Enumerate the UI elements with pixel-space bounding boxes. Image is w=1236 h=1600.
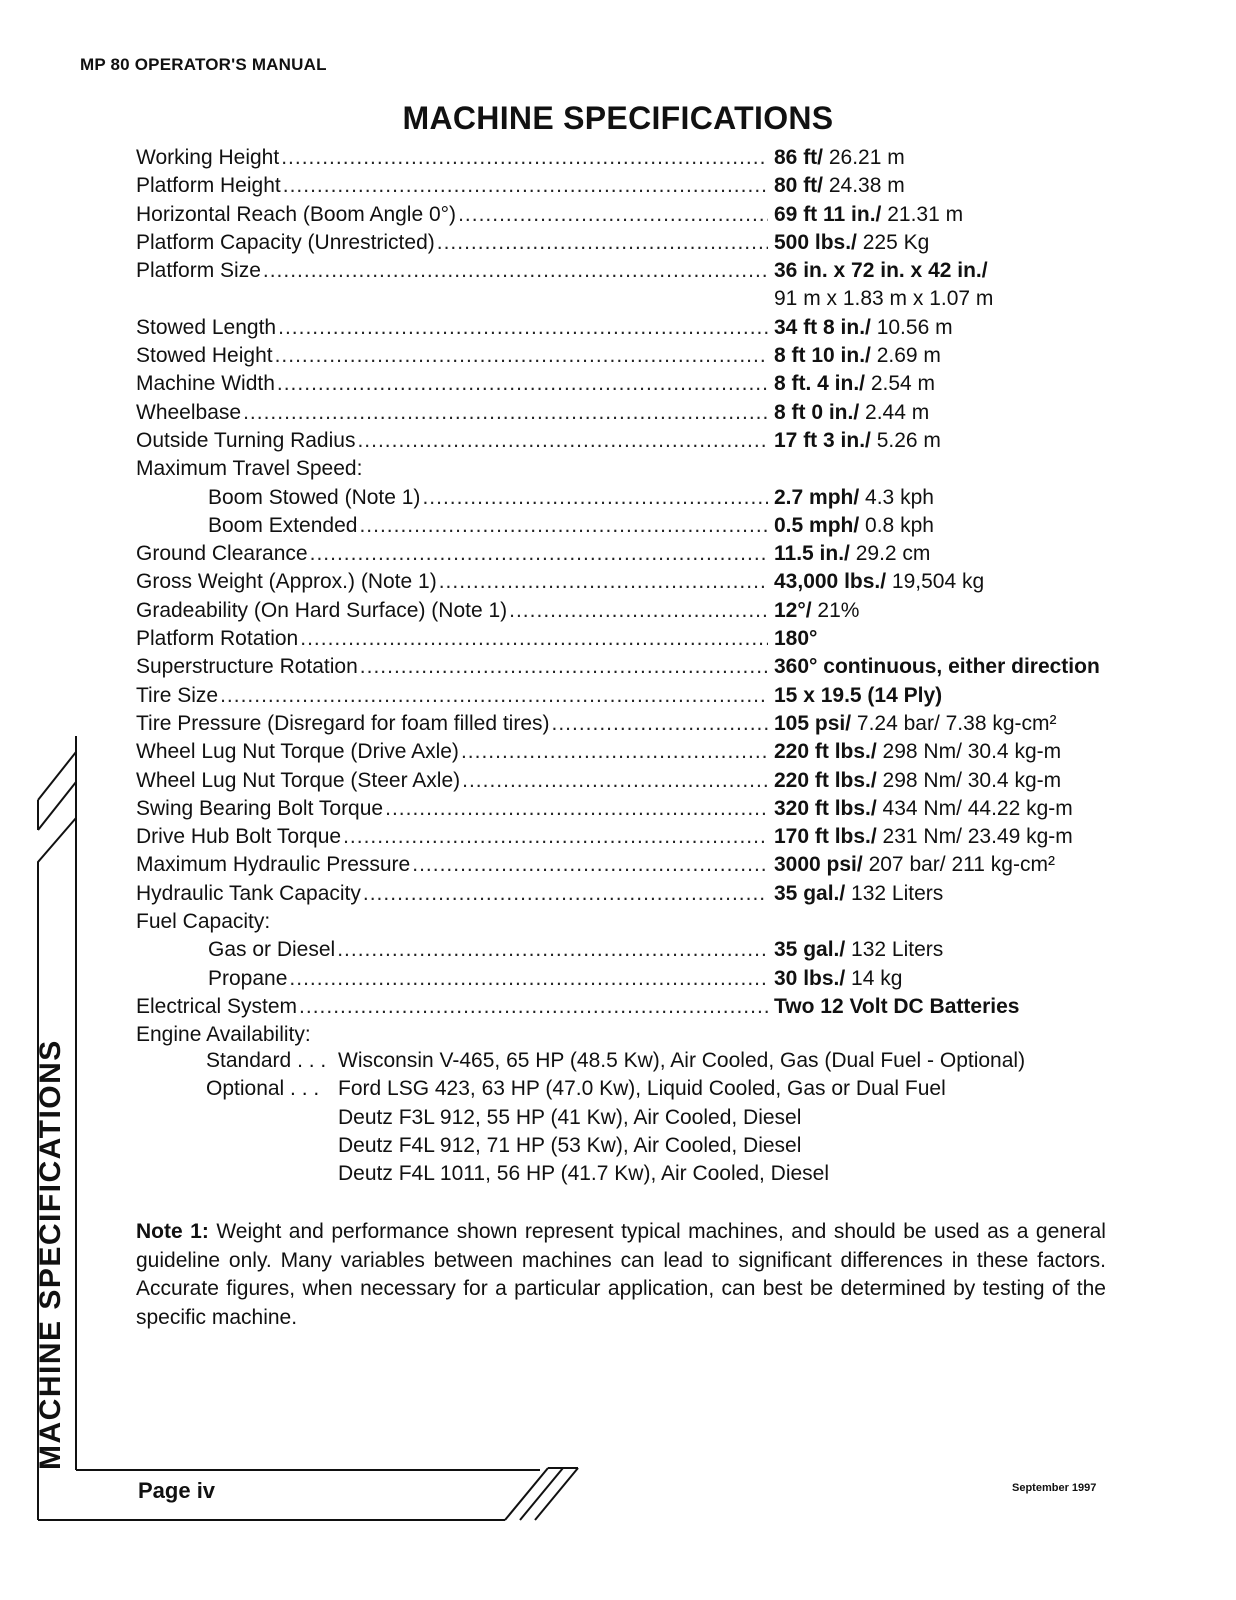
footer-date: September 1997 — [1012, 1482, 1097, 1494]
spec-label: Maximum Hydraulic Pressure — [136, 853, 411, 877]
spec-value-imperial: 0.5 mph/ — [774, 513, 860, 537]
spec-label: Gas or Diesel — [208, 938, 336, 962]
spec-value-imperial: 15 x 19.5 (14 Ply) — [774, 683, 943, 707]
spec-label: Machine Width — [136, 372, 275, 396]
spec-value-imperial: 360° continuous, either direction — [774, 655, 1100, 679]
spec-value-imperial: 220 ft lbs./ — [774, 768, 877, 792]
spec-label: Boom Stowed (Note 1) — [208, 485, 421, 509]
engine-category: Standard . . . — [206, 1049, 327, 1072]
spec-label: Propane — [208, 966, 288, 990]
spec-value-imperial: 86 ft/ — [774, 146, 824, 169]
spec-label: Horizontal Reach (Boom Angle 0°) — [136, 202, 457, 226]
spec-value-imperial: 320 ft lbs./ — [774, 796, 877, 820]
spec-value-imperial: 8 ft 0 in./ — [774, 400, 860, 424]
spec-value-imperial: 180° — [774, 627, 818, 651]
spec-value-metric: 298 Nm/ 30.4 kg-m — [876, 740, 1062, 764]
spec-label: Tire Size — [136, 683, 219, 707]
spec-label: Swing Bearing Bolt Torque — [136, 796, 384, 820]
spec-label: Platform Size — [136, 259, 261, 283]
spec-value-metric: 24.38 m — [823, 174, 905, 198]
spec-label: Maximum Travel Speed: — [136, 457, 363, 481]
spec-value-imperial: 105 psi/ — [774, 711, 852, 735]
spec-label: Wheel Lug Nut Torque (Steer Axle) — [136, 768, 461, 792]
spec-label: Engine Availability: — [136, 1023, 311, 1047]
spec-value-metric: 21.31 m — [881, 202, 964, 226]
spec-value-imperial: 2.7 mph/ — [774, 485, 860, 509]
spec-label: Hydraulic Tank Capacity — [136, 881, 361, 905]
spec-value-metric: 10.56 m — [870, 315, 953, 339]
spec-value-metric: 298 Nm/ 30.4 kg-m — [876, 768, 1062, 792]
manual-header: MP 80 OPERATOR'S MANUAL — [80, 55, 327, 74]
spec-value-metric: 7.24 bar/ 7.38 kg-cm² — [851, 711, 1057, 735]
spec-label: Stowed Length — [136, 315, 277, 339]
spec-label: Gradeability (On Hard Surface) (Note 1) — [136, 598, 508, 622]
side-tab-label: MACHINE SPECIFICATIONS — [34, 1039, 67, 1470]
spec-value-imperial: 500 lbs./ — [774, 230, 857, 254]
spec-value-metric: 14 kg — [845, 966, 903, 990]
spec-label: Platform Rotation — [136, 627, 299, 651]
spec-value-imperial: 17 ft 3 in./ — [774, 428, 871, 452]
note-text: Weight and performance shown represent typical machines, and should be used as a general guideline only. Many variables between machines can lead to significant differences in these factors. Accurate figures, when necessary for a particular application, can best be determined by testing of the specific machine. — [136, 1220, 1106, 1329]
spec-value-imperial: 80 ft/ — [774, 174, 824, 198]
spec-value-imperial: 36 in. x 72 in. x 42 in./ — [774, 259, 988, 283]
spec-value-imperial: 220 ft lbs./ — [774, 740, 877, 764]
spec-value-imperial: 35 gal./ — [774, 881, 846, 905]
engine-category: Optional . . . — [206, 1077, 320, 1101]
engine-description: Deutz F3L 912, 55 HP (41 Kw), Air Cooled, Diesel — [338, 1105, 802, 1129]
spec-value-imperial: 30 lbs./ — [774, 966, 846, 990]
spec-label: Boom Extended — [208, 513, 358, 537]
note-label: Note 1: — [136, 1220, 209, 1243]
spec-value-metric: 231 Nm/ 23.49 kg-m — [876, 825, 1073, 849]
spec-value-imperial: 11.5 in./ — [774, 542, 850, 566]
engine-description: Wisconsin V-465, 65 HP (48.5 Kw), Air Cooled, Gas (Dual Fuel - Optional) — [338, 1049, 1026, 1072]
spec-value-metric: 4.3 kph — [859, 485, 934, 509]
spec-label: Stowed Height — [136, 344, 273, 368]
spec-label: Platform Height — [136, 174, 281, 198]
spec-value-imperial: 12°/ — [774, 598, 812, 622]
spec-value-metric: 132 Liters — [845, 938, 944, 962]
spec-value-metric: 0.8 kph — [859, 513, 934, 537]
spec-value-metric: 29.2 cm — [849, 542, 931, 566]
spec-value-imperial: 8 ft. 4 in./ — [774, 372, 866, 396]
engine-description: Deutz F4L 1011, 56 HP (41.7 Kw), Air Cooled, Diesel — [338, 1162, 830, 1186]
spec-value-metric: 5.26 m — [870, 428, 941, 452]
spec-value-imperial: 34 ft 8 in./ — [774, 315, 871, 339]
spec-value-metric: 91 m x 1.83 m x 1.07 m — [774, 287, 994, 311]
spec-value-metric: 225 Kg — [856, 230, 930, 254]
spec-label: Ground Clearance — [136, 542, 308, 566]
spec-label: Tire Pressure (Disregard for foam filled tires) — [136, 711, 550, 735]
spec-value-imperial: 69 ft 11 in./ — [774, 202, 882, 226]
engine-description: Deutz F4L 912, 71 HP (53 Kw), Air Cooled, Diesel — [338, 1133, 802, 1157]
spec-label: Fuel Capacity: — [136, 910, 271, 934]
spec-value-metric: 434 Nm/ 44.22 kg-m — [876, 796, 1073, 820]
spec-label: Superstructure Rotation — [136, 655, 358, 679]
page-number: Page iv — [138, 1478, 216, 1503]
page-title: MACHINE SPECIFICATIONS — [402, 100, 834, 136]
spec-label: Wheelbase — [136, 400, 242, 424]
engine-description: Ford LSG 423, 63 HP (47.0 Kw), Liquid Cooled, Gas or Dual Fuel — [338, 1077, 946, 1101]
spec-label: Outside Turning Radius — [136, 428, 356, 452]
spec-value-imperial: 170 ft lbs./ — [774, 825, 877, 849]
spec-value-metric: 2.54 m — [865, 372, 936, 396]
spec-value-metric: 2.69 m — [870, 344, 941, 368]
spec-value-imperial: 43,000 lbs./ — [774, 570, 887, 594]
spec-label: Platform Capacity (Unrestricted) — [136, 230, 435, 254]
spec-label: Drive Hub Bolt Torque — [136, 825, 342, 849]
spec-label: Wheel Lug Nut Torque (Drive Axle) — [136, 740, 459, 764]
spec-value-imperial: 8 ft 10 in./ — [774, 344, 871, 368]
spec-value-metric: 26.21 m — [823, 146, 905, 169]
spec-value-metric: 132 Liters — [845, 881, 944, 905]
spec-label: Working Height — [136, 146, 280, 169]
spec-value-imperial: Two 12 Volt DC Batteries — [774, 994, 1020, 1018]
spec-value-imperial: 3000 psi/ — [774, 853, 863, 877]
spec-value-metric: 207 bar/ 211 kg-cm² — [862, 853, 1055, 877]
spec-label: Electrical System — [136, 994, 298, 1018]
spec-value-metric: 21% — [811, 598, 860, 622]
spec-value-metric: 19,504 kg — [886, 570, 985, 594]
spec-value-metric: 2.44 m — [859, 400, 930, 424]
spec-label: Gross Weight (Approx.) (Note 1) — [136, 570, 437, 594]
spec-value-imperial: 35 gal./ — [774, 938, 846, 962]
